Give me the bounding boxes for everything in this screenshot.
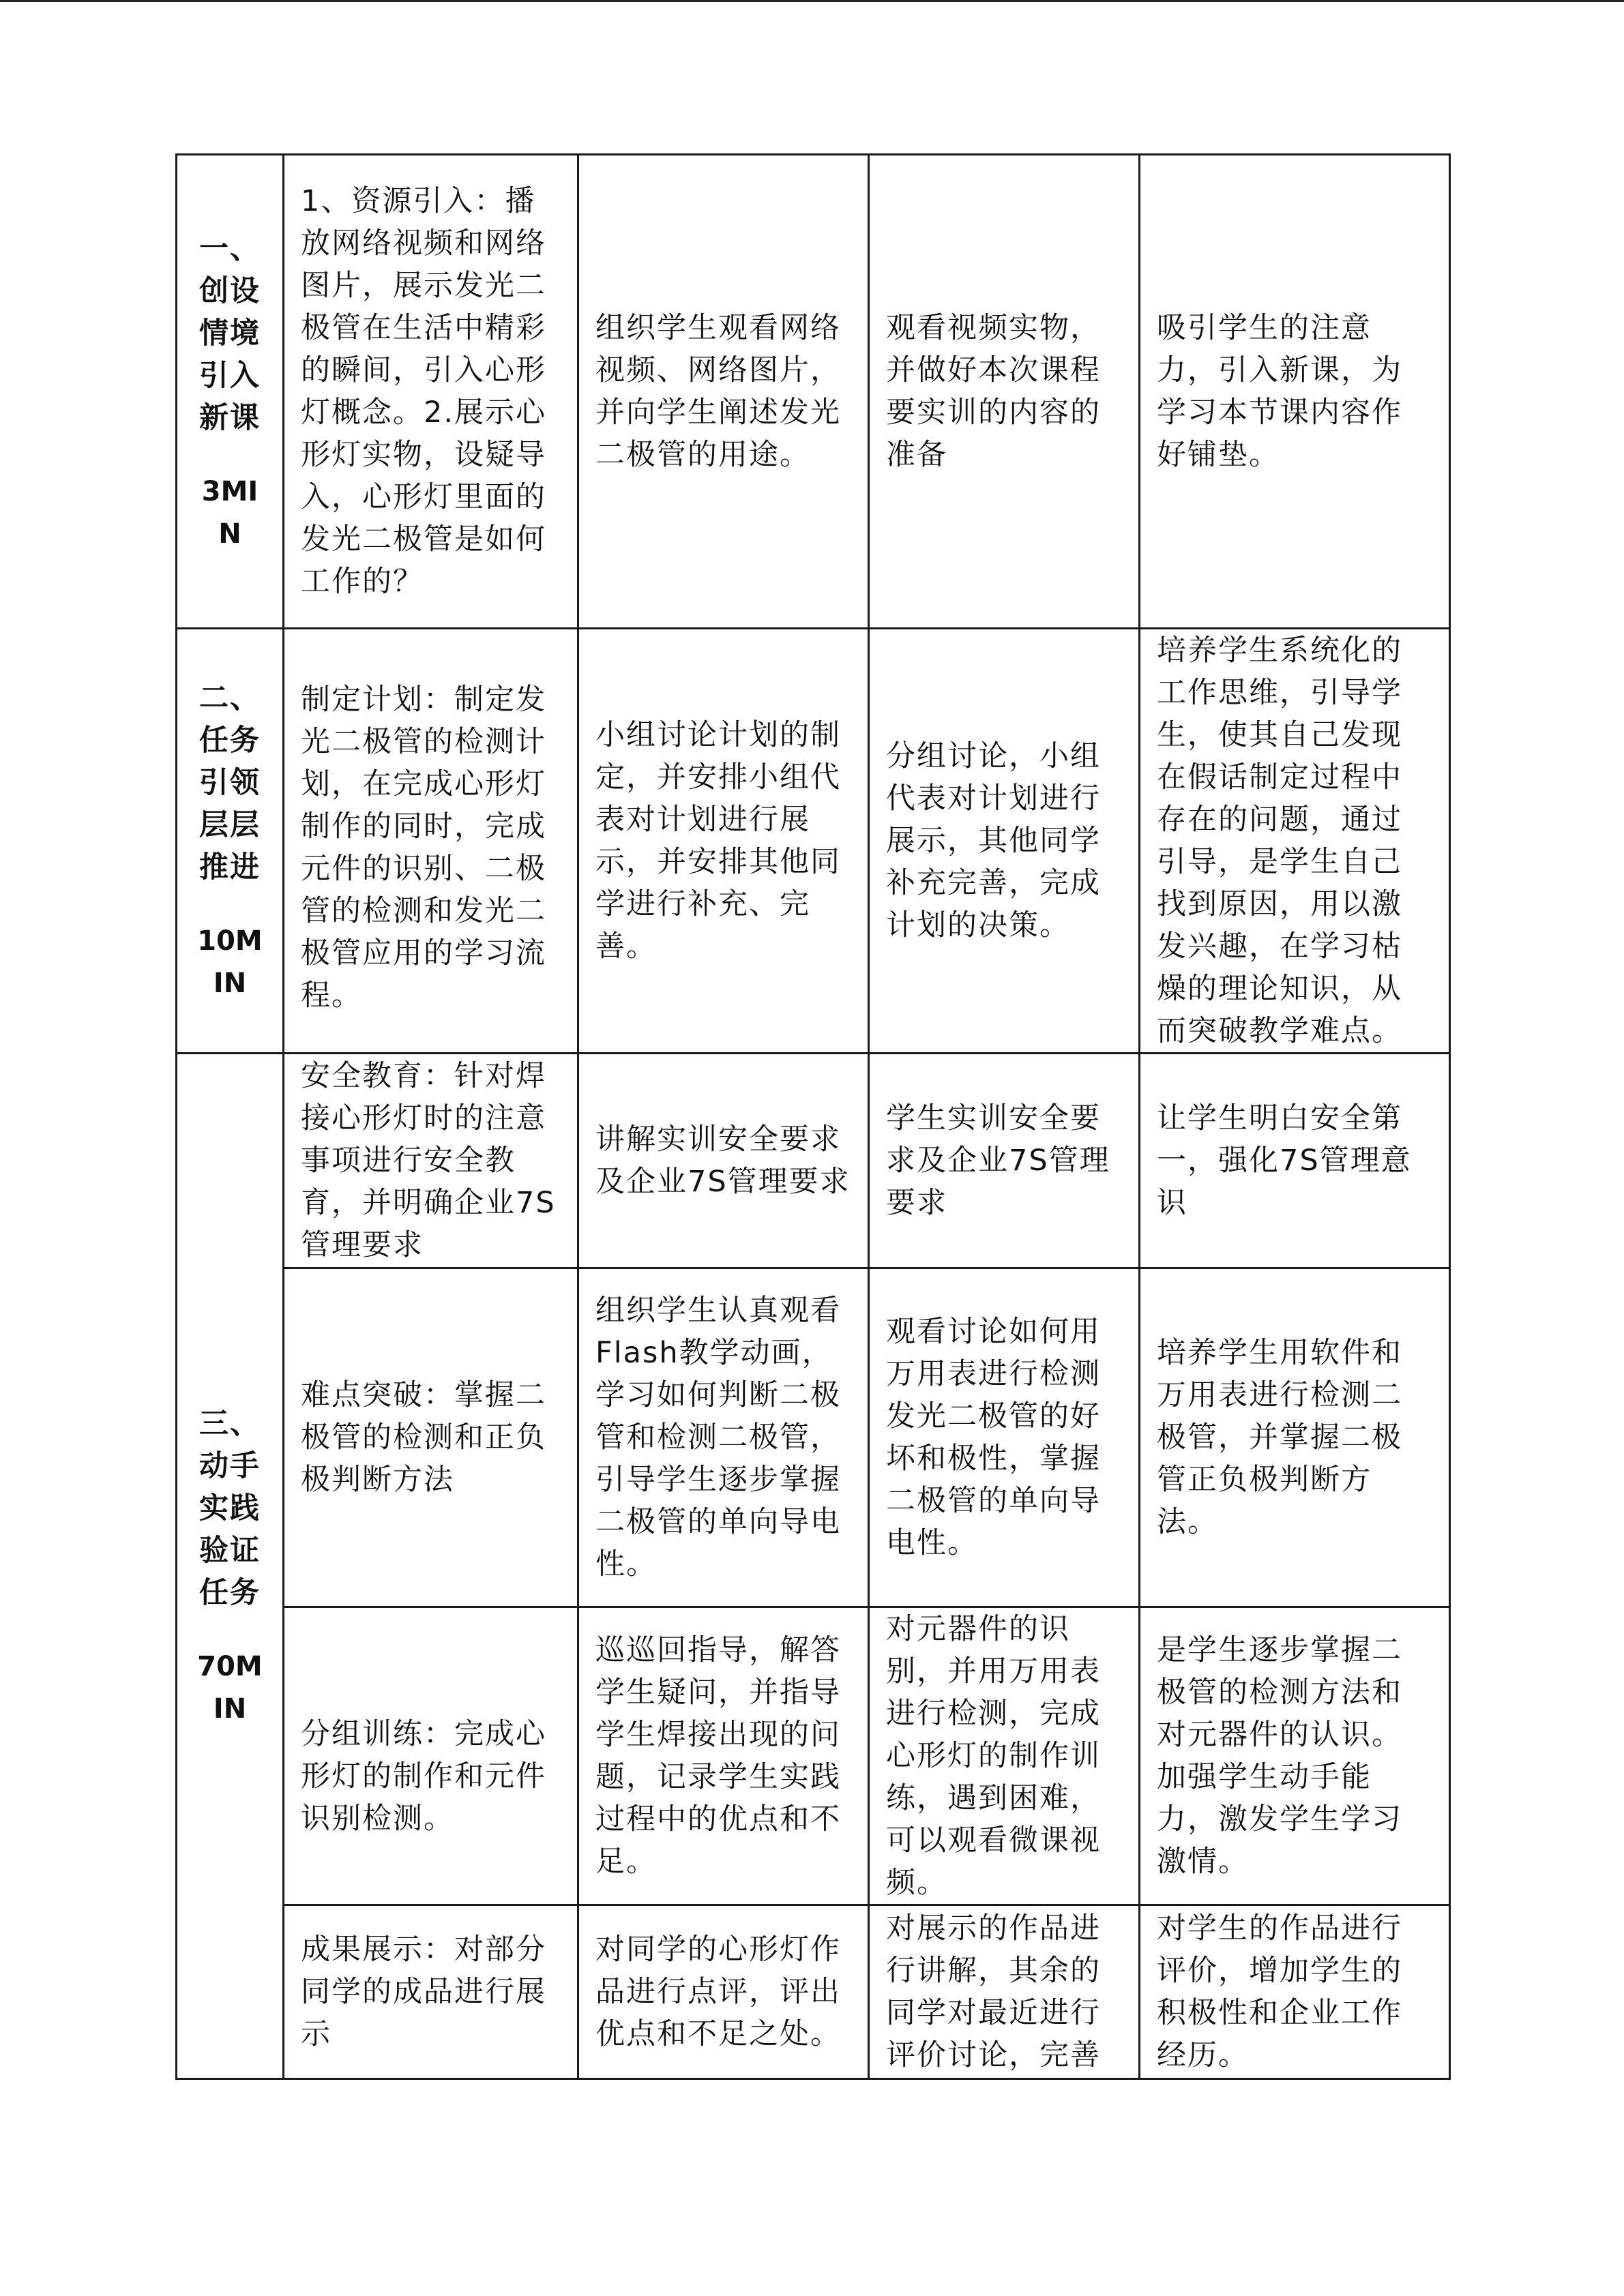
activity-content-cell: 成果展示：对部分同学的成品进行展示	[284, 1905, 578, 2079]
student-activity-cell: 对元器件的识别，并用万用表进行检测，完成心形灯的制作训练，遇到困难，可以观看微课视频。	[869, 1607, 1140, 1905]
stage-cell	[177, 1054, 284, 2079]
table-row	[177, 1905, 1450, 2079]
activity-content-cell: 分组训练：完成心形灯的制作和元件识别检测。	[284, 1607, 578, 1905]
teacher-activity-cell: 组织学生观看网络视频、网络图片，并向学生阐述发光二极管的用途。	[578, 155, 869, 629]
stage-cell	[177, 155, 284, 629]
design-intent-cell: 是学生逐步掌握二极管的检测方法和对元器件的认识。加强学生动手能力，激发学生学习激情。	[1140, 1607, 1450, 1905]
activity-content-cell: 难点突破：掌握二极管的检测和正负极判断方法	[284, 1268, 578, 1607]
teacher-activity-cell: 讲解实训安全要求及企业7S管理要求	[578, 1054, 869, 1268]
stage-title: 三、动手实践验证任务	[199, 1406, 261, 1610]
table-row	[177, 629, 1450, 1054]
stage-cell	[177, 629, 284, 1054]
stage-duration: 70MIN	[197, 1650, 263, 1725]
stage-duration: 10MIN	[197, 925, 263, 999]
table-row	[177, 1607, 1450, 1905]
design-intent-cell: 对学生的作品进行评价，增加学生的积极性和企业工作经历。	[1140, 1905, 1450, 2079]
table-row	[177, 155, 1450, 629]
teacher-activity-cell: 巡巡回指导，解答学生疑问，并指导学生焊接出现的问题，记录学生实践过程中的优点和不足。	[578, 1607, 869, 1905]
design-intent-cell: 培养学生系统化的工作思维，引导学生，使其自己发现在假话制定过程中存在的问题，通过引导，是学生自己找到原因，用以激发兴趣，在学习枯燥的理论知识，从而突破教学难点。	[1140, 629, 1450, 1054]
stage-duration: 3MIN	[201, 476, 259, 550]
design-intent-cell: 培养学生用软件和万用表进行检测二极管，并掌握二极管正负极判断方法。	[1140, 1268, 1450, 1607]
activity-content-cell: 安全教育：针对焊接心形灯时的注意事项进行安全教育，并明确企业7S管理要求	[284, 1054, 578, 1268]
student-activity-cell: 学生实训安全要求及企业7S管理要求	[869, 1054, 1140, 1268]
table-row	[177, 1268, 1450, 1607]
teacher-activity-cell: 对同学的心形灯作品进行点评，评出优点和不足之处。	[578, 1905, 869, 2079]
student-activity-cell: 对展示的作品进行讲解，其余的同学对最近进行评价讨论，完善	[869, 1905, 1140, 2079]
stage-title: 一、创设情境引入新课	[199, 232, 261, 435]
student-activity-cell: 分组讨论，小组代表对计划进行展示，其他同学补充完善，完成计划的决策。	[869, 629, 1140, 1054]
student-activity-cell: 观看视频实物，并做好本次课程要实训的内容的准备	[869, 155, 1140, 629]
teacher-activity-cell: 组织学生认真观看Flash教学动画，学习如何判断二极管和检测二极管，引导学生逐步掌握二极管的单向导电性。	[578, 1268, 869, 1607]
lesson-plan-table	[175, 153, 1451, 2080]
teacher-activity-cell: 小组讨论计划的制定，并安排小组代表对计划进行展示，并安排其他同学进行补充、完善。	[578, 629, 869, 1054]
stage-title: 二、任务引领层层推进	[199, 681, 261, 884]
student-activity-cell: 观看讨论如何用万用表进行检测发光二极管的好坏和极性，掌握二极管的单向导电性。	[869, 1268, 1140, 1607]
design-intent-cell: 吸引学生的注意力，引入新课，为学习本节课内容作好铺垫。	[1140, 155, 1450, 629]
activity-content-cell: 1、资源引入：播放网络视频和网络图片，展示发光二极管在生活中精彩的瞬间，引入心形灯概念。2.展示心形灯实物，设疑导入，心形灯里面的发光二极管是如何工作的？	[284, 155, 578, 629]
activity-content-cell: 制定计划：制定发光二极管的检测计划，在完成心形灯制作的同时，完成元件的识别、二极管的检测和发光二极管应用的学习流程。	[284, 629, 578, 1054]
table-row	[177, 1054, 1450, 1268]
page-top-border	[0, 0, 1624, 2]
design-intent-cell: 让学生明白安全第一，强化7S管理意识	[1140, 1054, 1450, 1268]
